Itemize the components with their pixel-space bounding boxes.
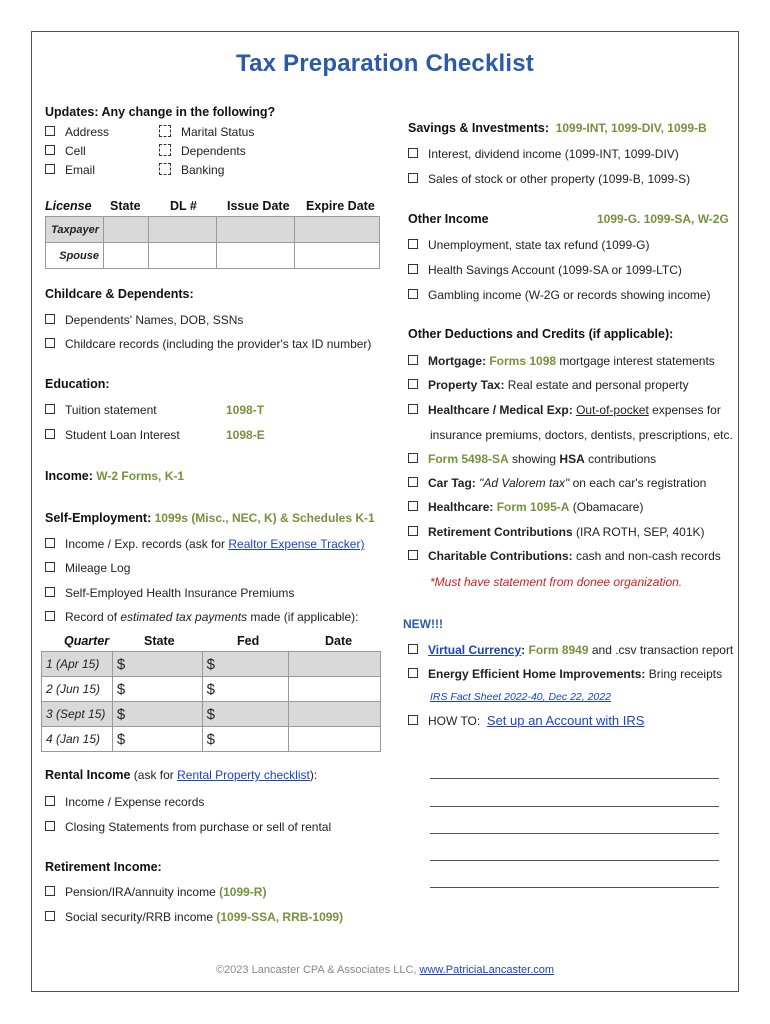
checkbox[interactable] xyxy=(408,668,418,678)
license-row-taxpayer xyxy=(46,217,380,243)
quarter-header-fed: Fed xyxy=(237,634,260,648)
checkbox[interactable] xyxy=(45,314,55,324)
retirement-item[interactable]: Pension/IRA/annuity income (1099-R) xyxy=(45,885,266,899)
license-row-label: Taxpayer xyxy=(46,217,104,243)
checkbox[interactable] xyxy=(159,144,171,156)
update-address[interactable]: Address xyxy=(45,125,109,139)
quarter-table xyxy=(41,651,381,752)
deduction-healthcare-1095a[interactable]: Healthcare: Form 1095-A (Obamacare) xyxy=(408,500,643,514)
self-employment-item[interactable]: Record of estimated tax payments made (if applicable): xyxy=(45,610,358,624)
rental-property-checklist-link[interactable]: Rental Property checklist xyxy=(177,768,310,782)
self-employment-item[interactable]: Self-Employed Health Insurance Premiums xyxy=(45,586,294,600)
update-cell[interactable]: Cell xyxy=(45,144,86,158)
checkbox[interactable] xyxy=(408,644,418,654)
education-form: 1098-E xyxy=(226,428,265,442)
new-energy-improvements[interactable]: Energy Efficient Home Improvements: Bring receipts xyxy=(408,667,722,681)
other-income-heading: Other Income xyxy=(408,212,489,226)
quarter-row xyxy=(42,652,381,677)
quarter-header-state: State xyxy=(144,634,175,648)
checkbox[interactable] xyxy=(45,404,55,414)
date-cell[interactable] xyxy=(289,677,381,702)
state-amount[interactable]: $ xyxy=(112,727,202,752)
quarter-label: 3 (Sept 15) xyxy=(42,702,113,727)
checkbox[interactable] xyxy=(45,611,55,621)
checkbox[interactable] xyxy=(408,148,418,158)
checkbox[interactable] xyxy=(45,886,55,896)
updates-heading: Updates: Any change in the following? xyxy=(45,105,276,119)
checkbox[interactable] xyxy=(408,550,418,560)
deduction-property-tax[interactable]: Property Tax: Real estate and personal property xyxy=(408,378,689,392)
fed-amount[interactable]: $ xyxy=(202,702,289,727)
checkbox[interactable] xyxy=(408,453,418,463)
checkbox[interactable] xyxy=(45,911,55,921)
deduction-hsa[interactable]: Form 5498-SA showing HSA contributions xyxy=(408,452,656,466)
write-in-line[interactable] xyxy=(430,778,719,779)
quarter-header-quarter: Quarter xyxy=(64,634,110,648)
license-header-issue-date: Issue Date xyxy=(227,199,290,213)
write-in-line[interactable] xyxy=(430,860,719,861)
checkbox[interactable] xyxy=(408,173,418,183)
checkbox[interactable] xyxy=(45,338,55,348)
state-amount[interactable]: $ xyxy=(112,652,202,677)
write-in-line[interactable] xyxy=(430,833,719,834)
checkbox[interactable] xyxy=(408,239,418,249)
license-header-license: License xyxy=(45,199,92,213)
deductions-heading: Other Deductions and Credits (if applicable): xyxy=(408,327,674,341)
fed-amount[interactable]: $ xyxy=(202,677,289,702)
checkbox[interactable] xyxy=(408,526,418,536)
date-cell[interactable] xyxy=(289,727,381,752)
quarter-label: 4 (Jan 15) xyxy=(42,727,113,752)
fed-amount[interactable]: $ xyxy=(202,652,289,677)
website-link[interactable]: www.PatriciaLancaster.com xyxy=(419,964,555,976)
new-how-to[interactable]: HOW TO: Set up an Account with IRS xyxy=(408,713,644,728)
new-virtual-currency[interactable]: Virtual Currency: Form 8949 and .csv transaction report xyxy=(408,643,733,657)
retirement-heading: Retirement Income: xyxy=(45,860,162,874)
date-cell[interactable] xyxy=(289,652,381,677)
checkbox[interactable] xyxy=(45,538,55,548)
checkbox[interactable] xyxy=(45,145,55,155)
state-amount[interactable]: $ xyxy=(112,677,202,702)
checkbox[interactable] xyxy=(45,429,55,439)
irs-account-link[interactable]: Set up an Account with IRS xyxy=(486,713,645,728)
license-cell[interactable] xyxy=(103,243,148,269)
license-table xyxy=(45,216,380,269)
checkbox[interactable] xyxy=(408,379,418,389)
checkbox[interactable] xyxy=(408,289,418,299)
update-dependents[interactable]: Dependents xyxy=(159,144,246,158)
irs-fact-sheet-link[interactable]: IRS Fact Sheet 2022-40, Dec 22, 2022 xyxy=(430,691,611,703)
realtor-expense-tracker-link[interactable]: Realtor Expense Tracker) xyxy=(228,537,365,551)
self-employment-item[interactable]: Income / Exp. records (ask for Realtor Expense Tracker) xyxy=(45,537,364,551)
checkbox[interactable] xyxy=(408,404,418,414)
checkbox[interactable] xyxy=(45,796,55,806)
deduction-car-tag[interactable]: Car Tag: "Ad Valorem tax" on each car's registration xyxy=(408,476,706,490)
write-in-line[interactable] xyxy=(430,806,719,807)
deduction-healthcare-medical[interactable]: Healthcare / Medical Exp: Out-of-pocket expenses for xyxy=(408,403,721,417)
savings-item[interactable]: Interest, dividend income (1099-INT, 1099-DIV) xyxy=(408,147,679,161)
childcare-item[interactable]: Childcare records (including the provider's tax ID number) xyxy=(45,337,371,351)
license-row-spouse xyxy=(46,243,380,269)
deduction-retirement-contributions[interactable]: Retirement Contributions (IRA ROTH, SEP, 401K) xyxy=(408,525,705,539)
savings-item[interactable]: Sales of stock or other property (1099-B, 1099-S) xyxy=(408,172,690,186)
update-email[interactable]: Email xyxy=(45,163,95,177)
checkbox[interactable] xyxy=(45,562,55,572)
education-item[interactable]: Tuition statement xyxy=(45,403,157,417)
new-heading: NEW!!! xyxy=(403,617,443,631)
quarter-row xyxy=(42,677,381,702)
other-income-item[interactable]: Unemployment, state tax refund (1099-G) xyxy=(408,238,649,252)
quarter-label: 1 (Apr 15) xyxy=(42,652,113,677)
update-banking[interactable]: Banking xyxy=(159,163,224,177)
license-cell[interactable] xyxy=(295,217,380,243)
license-header-state: State xyxy=(110,199,141,213)
date-cell[interactable] xyxy=(289,702,381,727)
rental-line: Rental Income (ask for Rental Property checklist): xyxy=(45,768,318,782)
retirement-item[interactable]: Social security/RRB income (1099-SSA, RRB-1099) xyxy=(45,910,343,924)
quarter-row xyxy=(42,702,381,727)
checkbox[interactable] xyxy=(45,587,55,597)
license-header-expire-date: Expire Date xyxy=(306,199,375,213)
self-employment-item[interactable]: Mileage Log xyxy=(45,561,130,575)
checkbox[interactable] xyxy=(408,355,418,365)
checkbox[interactable] xyxy=(408,501,418,511)
quarter-label: 2 (Jun 15) xyxy=(42,677,113,702)
license-cell[interactable] xyxy=(103,217,148,243)
education-form: 1098-T xyxy=(226,403,265,417)
deduction-charitable[interactable]: Charitable Contributions: cash and non-cash records xyxy=(408,549,721,563)
license-cell[interactable] xyxy=(216,243,295,269)
childcare-item[interactable]: Dependents' Names, DOB, SSNs xyxy=(45,313,243,327)
fed-amount[interactable]: $ xyxy=(202,727,289,752)
state-amount[interactable]: $ xyxy=(112,702,202,727)
checkbox[interactable] xyxy=(45,821,55,831)
savings-line: Savings & Investments: 1099-INT, 1099-DIV, 1099-B xyxy=(408,121,707,135)
write-in-line[interactable] xyxy=(430,887,719,888)
license-row-label: Spouse xyxy=(46,243,104,269)
rental-item[interactable]: Income / Expense records xyxy=(45,795,204,809)
self-employment-line: Self-Employment: 1099s (Misc., NEC, K) & Schedules K-1 xyxy=(45,511,375,525)
education-item[interactable]: Student Loan Interest xyxy=(45,428,180,442)
checkbox[interactable] xyxy=(408,264,418,274)
other-income-item[interactable]: Gambling income (W-2G or records showing income) xyxy=(408,288,711,302)
update-marital-status[interactable]: Marital Status xyxy=(159,125,254,139)
deduction-healthcare-detail: insurance premiums, doctors, dentists, prescriptions, etc. xyxy=(430,428,733,442)
checkbox[interactable] xyxy=(408,715,418,725)
virtual-currency-link[interactable]: Virtual Currency xyxy=(428,643,522,657)
license-cell[interactable] xyxy=(295,243,380,269)
quarter-header-date: Date xyxy=(325,634,353,648)
donee-note: *Must have statement from donee organization. xyxy=(430,575,683,589)
deduction-mortgage[interactable]: Mortgage: Forms 1098 mortgage interest statements xyxy=(408,354,715,368)
checkbox[interactable] xyxy=(159,163,171,175)
license-header-dl: DL # xyxy=(170,199,197,213)
license-cell[interactable] xyxy=(148,217,216,243)
license-cell[interactable] xyxy=(216,217,295,243)
footer: ©2023 Lancaster CPA & Associates LLC, www.PatriciaLancaster.com xyxy=(215,964,555,976)
checkbox[interactable] xyxy=(45,126,55,136)
education-heading: Education: xyxy=(45,377,110,391)
quarter-row xyxy=(42,727,381,752)
checkbox[interactable] xyxy=(408,477,418,487)
childcare-heading: Childcare & Dependents: xyxy=(45,287,194,301)
other-income-item[interactable]: Health Savings Account (1099-SA or 1099-LTC) xyxy=(408,263,682,277)
license-cell[interactable] xyxy=(148,243,216,269)
page-title: Tax Preparation Checklist xyxy=(236,50,534,77)
income-line: Income: W-2 Forms, K-1 xyxy=(45,469,185,483)
checkbox[interactable] xyxy=(45,164,55,174)
rental-item[interactable]: Closing Statements from purchase or sell of rental xyxy=(45,820,331,834)
checkbox[interactable] xyxy=(159,125,171,137)
other-income-forms: 1099-G. 1099-SA, W-2G xyxy=(597,212,729,226)
